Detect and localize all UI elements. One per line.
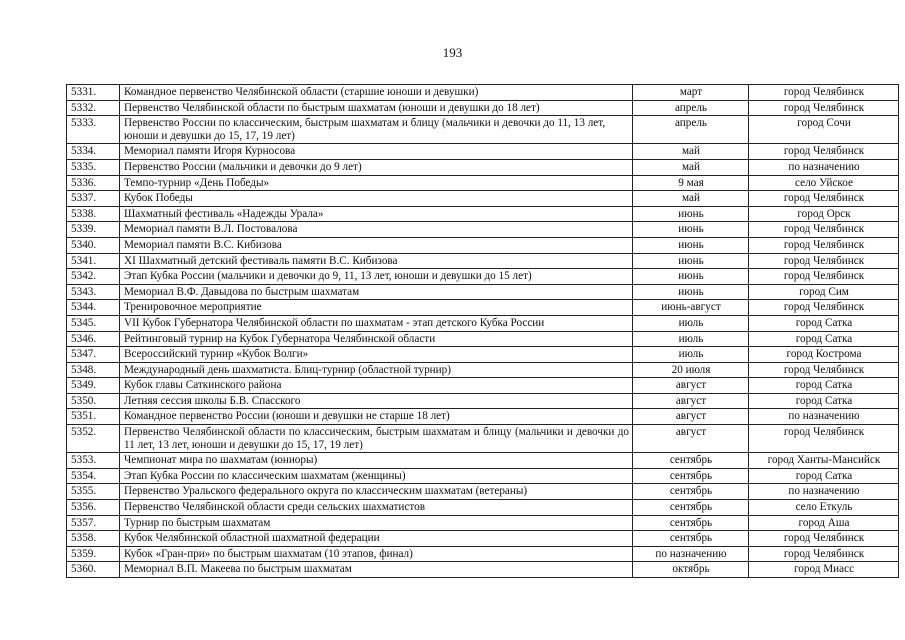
event-name: Кубок «Гран-при» по быстрым шахматам (10 этапов, финал) (120, 546, 633, 562)
event-place: город Сочи (749, 116, 899, 144)
table-row (67, 347, 899, 363)
event-date: июнь (633, 237, 749, 253)
table-row (67, 409, 899, 425)
event-date: август (633, 409, 749, 425)
event-number: 5357. (67, 515, 120, 531)
table-row (67, 191, 899, 207)
event-date: сентябрь (633, 531, 749, 547)
table-row (67, 116, 899, 144)
event-number: 5346. (67, 331, 120, 347)
event-name: Кубок Победы (120, 191, 633, 207)
event-name: Международный день шахматиста. Блиц-турнир (областной турнир) (120, 362, 633, 378)
event-name: Этап Кубка России (мальчики и девочки до 9, 11, 13 лет, юноши и девушки до 15 лет) (120, 269, 633, 285)
event-date: июнь-август (633, 300, 749, 316)
table-row (67, 300, 899, 316)
event-place: город Орск (749, 206, 899, 222)
event-place: город Челябинск (749, 425, 899, 453)
event-place: город Челябинск (749, 100, 899, 116)
event-name: Летняя сессия школы Б.В. Спасского (120, 393, 633, 409)
event-place: город Кострома (749, 347, 899, 363)
table-row (67, 484, 899, 500)
event-date: август (633, 378, 749, 394)
event-place: город Сим (749, 284, 899, 300)
event-name: Рейтинговый турнир на Кубок Губернатора Челябинской области (120, 331, 633, 347)
event-place: город Челябинск (749, 253, 899, 269)
event-date: июль (633, 347, 749, 363)
event-number: 5335. (67, 159, 120, 175)
event-place: город Челябинск (749, 531, 899, 547)
event-name: Первенство России по классическим, быстрым шахматам и блицу (мальчики и девочки до 11, 13 лет, юноши и девушки до 15, 17, 19 лет) (120, 116, 633, 144)
event-place: город Сатка (749, 378, 899, 394)
event-date: по назначению (633, 546, 749, 562)
event-number: 5336. (67, 175, 120, 191)
event-name: Первенство Уральского федерального округа по классическим шахматам (ветераны) (120, 484, 633, 500)
event-date: август (633, 393, 749, 409)
event-place: город Миасс (749, 562, 899, 578)
event-date: июль (633, 315, 749, 331)
event-name: VII Кубок Губернатора Челябинской области по шахматам - этап детского Кубка России (120, 315, 633, 331)
table-row (67, 144, 899, 160)
table-row (67, 253, 899, 269)
event-date: июль (633, 331, 749, 347)
event-place: по назначению (749, 409, 899, 425)
event-date: июнь (633, 284, 749, 300)
events-table (66, 84, 899, 578)
event-date: 9 мая (633, 175, 749, 191)
event-name: XI Шахматный детский фестиваль памяти В.С. Кибизова (120, 253, 633, 269)
table-row (67, 100, 899, 116)
event-number: 5343. (67, 284, 120, 300)
event-place: город Сатка (749, 315, 899, 331)
table-row (67, 175, 899, 191)
table-row (67, 362, 899, 378)
event-date: сентябрь (633, 500, 749, 516)
event-number: 5333. (67, 116, 120, 144)
event-number: 5341. (67, 253, 120, 269)
event-name: Мемориал памяти В.Л. Постовалова (120, 222, 633, 238)
table-row (67, 500, 899, 516)
event-number: 5334. (67, 144, 120, 160)
table-row (67, 378, 899, 394)
table-row (67, 393, 899, 409)
event-name: Первенство Челябинской области по быстрым шахматам (юноши и девушки до 18 лет) (120, 100, 633, 116)
event-name: Турнир по быстрым шахматам (120, 515, 633, 531)
event-number: 5345. (67, 315, 120, 331)
event-name: Кубок главы Саткинского района (120, 378, 633, 394)
event-date: май (633, 144, 749, 160)
event-number: 5340. (67, 237, 120, 253)
table-row (67, 546, 899, 562)
event-date: сентябрь (633, 515, 749, 531)
table-row (67, 269, 899, 285)
event-date: сентябрь (633, 484, 749, 500)
event-number: 5356. (67, 500, 120, 516)
event-date: июнь (633, 206, 749, 222)
event-number: 5337. (67, 191, 120, 207)
table-row (67, 468, 899, 484)
event-date: сентябрь (633, 453, 749, 469)
event-name: Темпо-турнир «День Победы» (120, 175, 633, 191)
event-number: 5352. (67, 425, 120, 453)
event-number: 5350. (67, 393, 120, 409)
event-place: по назначению (749, 159, 899, 175)
event-place: город Челябинск (749, 362, 899, 378)
page-number: 193 (442, 45, 463, 60)
table-row (67, 515, 899, 531)
event-date: июнь (633, 222, 749, 238)
event-number: 5354. (67, 468, 120, 484)
table-row (67, 425, 899, 453)
event-date: июнь (633, 269, 749, 285)
table-row (67, 315, 899, 331)
event-number: 5348. (67, 362, 120, 378)
event-number: 5355. (67, 484, 120, 500)
event-place: село Уйское (749, 175, 899, 191)
event-place: город Сатка (749, 393, 899, 409)
event-number: 5342. (67, 269, 120, 285)
event-place: город Челябинск (749, 85, 899, 101)
table-row (67, 222, 899, 238)
event-number: 5360. (67, 562, 120, 578)
event-date: май (633, 191, 749, 207)
event-name: Мемориал памяти Игоря Курносова (120, 144, 633, 160)
event-name: Первенство России (мальчики и девочки до 9 лет) (120, 159, 633, 175)
event-number: 5339. (67, 222, 120, 238)
event-number: 5353. (67, 453, 120, 469)
event-name: Мемориал В.П. Макеева по быстрым шахматам (120, 562, 633, 578)
event-date: 20 июля (633, 362, 749, 378)
event-name: Шахматный фестиваль «Надежды Урала» (120, 206, 633, 222)
table-row (67, 453, 899, 469)
event-number: 5359. (67, 546, 120, 562)
event-date: апрель (633, 100, 749, 116)
event-date: май (633, 159, 749, 175)
table-row (67, 85, 899, 101)
event-number: 5349. (67, 378, 120, 394)
event-name: Командное первенство России (юноши и девушки не старше 18 лет) (120, 409, 633, 425)
event-name: Чемпионат мира по шахматам (юниоры) (120, 453, 633, 469)
event-place: село Еткуль (749, 500, 899, 516)
table-row (67, 159, 899, 175)
event-number: 5347. (67, 347, 120, 363)
event-place: город Челябинск (749, 269, 899, 285)
event-place: город Челябинск (749, 191, 899, 207)
event-date: октябрь (633, 562, 749, 578)
event-place: город Аша (749, 515, 899, 531)
event-place: город Челябинск (749, 300, 899, 316)
table-row (67, 237, 899, 253)
event-name: Командное первенство Челябинской области (старшие юноши и девушки) (120, 85, 633, 101)
event-place: по назначению (749, 484, 899, 500)
event-place: город Сатка (749, 468, 899, 484)
event-name: Мемориал памяти В.С. Кибизова (120, 237, 633, 253)
table-row (67, 531, 899, 547)
table-row (67, 331, 899, 347)
table-row (67, 562, 899, 578)
table-row (67, 284, 899, 300)
event-place: город Ханты-Мансийск (749, 453, 899, 469)
event-name: Мемориал В.Ф. Давыдова по быстрым шахматам (120, 284, 633, 300)
event-number: 5331. (67, 85, 120, 101)
event-number: 5344. (67, 300, 120, 316)
event-place: город Сатка (749, 331, 899, 347)
event-number: 5351. (67, 409, 120, 425)
event-name: Всероссийский турнир «Кубок Волги» (120, 347, 633, 363)
event-date: август (633, 425, 749, 453)
event-place: город Челябинск (749, 222, 899, 238)
table-row (67, 206, 899, 222)
event-name: Кубок Челябинской областной шахматной федерации (120, 531, 633, 547)
event-date: апрель (633, 116, 749, 144)
event-date: сентябрь (633, 468, 749, 484)
event-place: город Челябинск (749, 237, 899, 253)
event-name: Тренировочное мероприятие (120, 300, 633, 316)
event-date: март (633, 85, 749, 101)
event-number: 5332. (67, 100, 120, 116)
event-place: город Челябинск (749, 144, 899, 160)
event-place: город Челябинск (749, 546, 899, 562)
event-name: Первенство Челябинской области по классическим, быстрым шахматам и блицу (мальчики и девочки до 11 лет, 13 лет, юноши и девушки до 15, 17, 19 лет) (120, 425, 633, 453)
event-name: Этап Кубка России по классическим шахматам (женщины) (120, 468, 633, 484)
event-name: Первенство Челябинской области среди сельских шахматистов (120, 500, 633, 516)
event-number: 5338. (67, 206, 120, 222)
event-number: 5358. (67, 531, 120, 547)
event-date: июнь (633, 253, 749, 269)
